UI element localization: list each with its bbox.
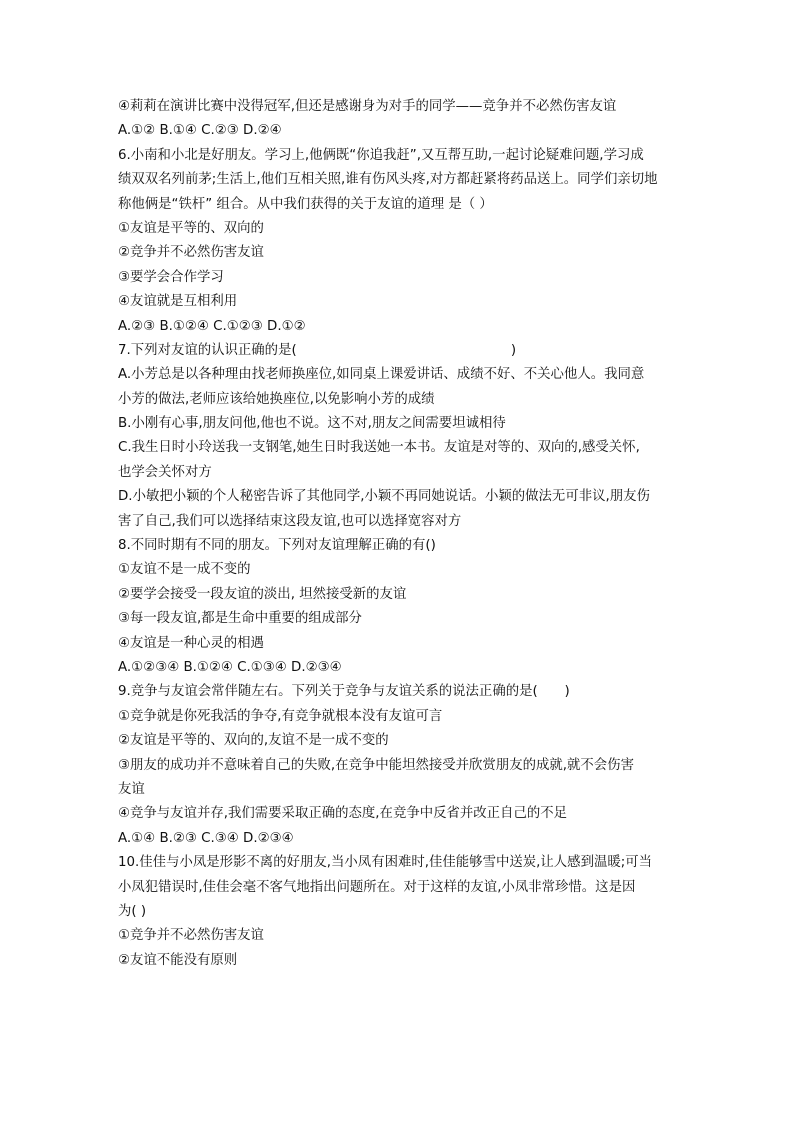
text-line: 10.佳佳与小凤是形影不离的好朋友,当小凤有困难时,佳佳能够雪中送炭,让人感到温暖;可当: [118, 855, 653, 871]
text-line: ④友谊就是互相利用: [118, 294, 238, 310]
text-line: ②友谊是平等的、双向的,友谊不是一成不变的: [118, 733, 389, 749]
text-line: A.①② B.①④ C.②③ D.②④: [118, 123, 282, 139]
text-line: ②友谊不能没有原则: [118, 952, 238, 968]
text-line: 也学会关怀对方: [118, 464, 212, 480]
text-line: A.②③ B.①②④ C.①②③ D.①②: [118, 318, 306, 334]
text-line: ④莉莉在演讲比赛中没得冠军,但还是感谢身为对手的同学——竞争并不必然伤害友谊: [118, 99, 617, 114]
text-line: 6.小南和小北是好朋友。学习上,他俩既“你追我赶”,又互帮互助,一起讨论疑难问题,学习成: [118, 147, 644, 163]
text-line: ①竞争并不必然伤害友谊: [118, 928, 264, 944]
text-line: ②竞争并不必然伤害友谊: [118, 245, 264, 261]
text-line: A.①④ B.②③ C.③④ D.②③④: [118, 830, 294, 846]
text-line: A.小芳总是以各种理由找老师换座位,如同桌上课爱讲话、成绩不好、不关心他人。我同意: [118, 367, 645, 383]
text-line: ①竞争就是你死我活的争夺,有竞争就根本没有友谊可言: [118, 708, 443, 724]
document-body: [118, 95, 684, 973]
text-line: ②要学会接受一段友谊的淡出, 坦然接受新的友谊: [118, 586, 407, 602]
text-line: 害了自己,我们可以选择结束这段友谊,也可以选择宽容对方: [118, 513, 462, 529]
text-line: 为( ): [118, 903, 147, 919]
text-line: A.①②③④ B.①②④ C.①③④ D.②③④: [118, 659, 342, 675]
text-line: ③要学会合作学习: [118, 269, 224, 285]
text-line: 称他俩是“铁杆” 组合。从中我们获得的关于友谊的道理 是（ ）: [118, 196, 493, 212]
text-line: C.我生日时小玲送我一支钢笔,她生日时我送她一本书。友谊是对等的、双向的,感受关怀,: [118, 440, 640, 456]
text-line: 9.竞争与友谊会常伴随左右。下列关于竞争与友谊关系的说法正确的是( ): [118, 684, 570, 700]
text-line: ④友谊是一种心灵的相遇: [118, 635, 264, 651]
text-line: ①友谊是平等的、双向的: [118, 220, 264, 236]
text-line: B.小刚有心事,朋友问他,他也不说。这不对,朋友之间需要坦诚相待: [118, 416, 506, 432]
text-line: 7.下列对友谊的认识正确的是( ): [118, 342, 517, 358]
text-line: 友谊: [118, 781, 145, 797]
text-line: ③每一段友谊,都是生命中重要的组成部分: [118, 611, 362, 627]
text-line: ③朋友的成功并不意味着自己的失败,在竞争中能坦然接受并欣赏朋友的成就,就不会伤害: [118, 757, 634, 773]
text-line: 绩双双名列前茅;生活上,他们互相关照,谁有伤风头疼,对方都赶紧将药品送上。同学们亲切地: [118, 172, 658, 188]
text-line: ①友谊不是一成不变的: [118, 562, 251, 578]
text-line: 小凤犯错误时,佳佳会毫不客气地指出问题所在。对于这样的友谊,小凤非常珍惜。这是因: [118, 879, 636, 895]
text-line: 小芳的做法,老师应该给她换座位,以免影响小芳的成绩: [118, 391, 435, 407]
text-line: D.小敏把小颖的个人秘密告诉了其他同学,小颖不再同她说话。小颖的做法无可非议,朋友伤: [118, 489, 650, 505]
text-line: 8.不同时期有不同的朋友。下列对友谊理解正确的有(): [118, 538, 436, 554]
text-line: ④竞争与友谊并存,我们需要采取正确的态度,在竞争中反省并改正自己的不足: [118, 806, 568, 822]
